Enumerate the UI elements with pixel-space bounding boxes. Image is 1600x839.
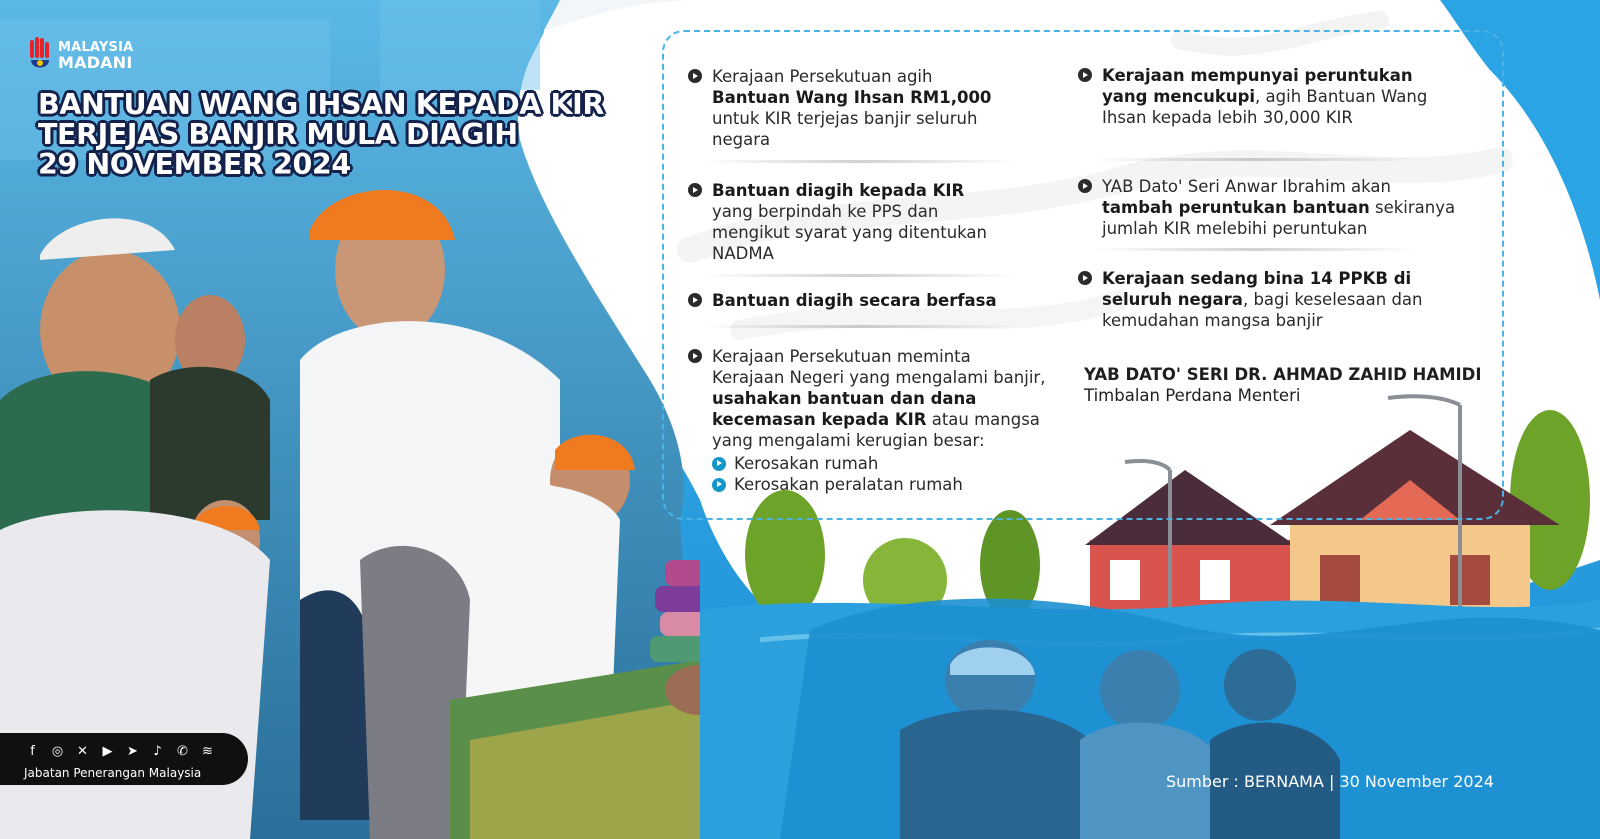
tiktok-icon[interactable]: ♪	[153, 743, 162, 759]
instagram-icon[interactable]: ◎	[51, 743, 64, 759]
bullet-icon	[1078, 271, 1092, 285]
whatsapp-icon[interactable]: ✆	[177, 743, 188, 759]
social-bar	[0, 733, 248, 785]
point-text: YAB Dato' Seri Anwar Ibrahim akan	[1102, 177, 1391, 196]
malaysia-madani-logo	[28, 36, 133, 74]
point-bold: Kerajaan sedang bina 14 PPKB di seluruh negara	[1102, 269, 1412, 309]
point-text: , agih Bantuan Wang Ihsan kepada lebih 30,000 KIR	[1102, 87, 1428, 127]
separator	[700, 325, 1020, 328]
list-item	[712, 474, 1048, 495]
damage-list	[712, 453, 1048, 495]
separator	[700, 274, 1020, 277]
headline-line-2: TERJEJAS BANJIR MULA DIAGIH	[38, 118, 518, 151]
separator	[700, 160, 1020, 163]
list-item-label: Kerosakan peralatan rumah	[734, 475, 963, 494]
point-bold: Bantuan Wang Ihsan RM1,000	[712, 88, 992, 107]
point-bold: Kerajaan mempunyai peruntukan yang mencukupi	[1102, 66, 1413, 106]
signature-name: YAB DATO' SERI DR. AHMAD ZAHID HAMIDI	[1084, 365, 1482, 384]
point-text: Kerajaan Persekutuan agih	[712, 67, 933, 86]
youtube-icon[interactable]: ▶	[102, 743, 113, 759]
organization-name: Jabatan Penerangan Malaysia	[24, 766, 202, 780]
headline-line-3: 29 NOVEMBER 2024	[38, 148, 351, 181]
point-left-2	[688, 180, 1018, 264]
headline	[38, 90, 658, 180]
signature	[1084, 364, 1482, 406]
flood-crowd-photo	[780, 590, 1600, 839]
spotify-icon[interactable]: ≋	[202, 743, 213, 759]
bullet-icon	[688, 69, 702, 83]
facebook-icon[interactable]: f	[30, 743, 35, 759]
headline-line-1: BANTUAN WANG IHSAN KEPADA KIR	[38, 88, 604, 121]
bullet-icon	[712, 457, 726, 471]
list-item-label: Kerosakan rumah	[734, 454, 879, 473]
bullet-icon	[1078, 68, 1092, 82]
point-bold: Bantuan diagih kepada KIR	[712, 181, 965, 200]
point-text: atau mangsa yang mengalami kerugian besar:	[712, 410, 1040, 450]
point-bold: Bantuan diagih secara berfasa	[712, 291, 997, 310]
bullet-icon	[688, 349, 702, 363]
point-left-4	[688, 346, 1048, 495]
point-text: , bagi keselesaan dan kemudahan mangsa banjir	[1102, 290, 1423, 330]
list-item	[712, 453, 1048, 474]
bullet-icon	[688, 183, 702, 197]
signature-title: Timbalan Perdana Menteri	[1084, 386, 1301, 405]
separator	[1090, 158, 1420, 161]
x-icon[interactable]: ✕	[77, 743, 88, 759]
point-left-3	[688, 290, 1028, 311]
source-credit: Sumber : BERNAMA | 30 November 2024	[1166, 772, 1494, 791]
point-text: untuk KIR terjejas banjir seluruh negara	[712, 109, 978, 149]
point-text: yang berpindah ke PPS dan mengikut syarat yang ditentukan NADMA	[712, 202, 987, 263]
point-text: sekiranya jumlah KIR melebihi peruntukan	[1102, 198, 1456, 238]
point-right-3	[1078, 268, 1468, 331]
point-text: Kerajaan Persekutuan meminta Kerajaan Negeri yang mengalami banjir,	[712, 347, 1046, 387]
bullet-icon	[1078, 179, 1092, 193]
point-bold: tambah peruntukan bantuan	[1102, 198, 1370, 217]
point-right-1	[1078, 65, 1458, 128]
separator	[1090, 248, 1420, 251]
logo-line-1: MALAYSIA	[58, 40, 134, 55]
madani-emblem-icon	[28, 36, 52, 74]
point-bold: usahakan bantuan dan dana kecemasan kepada KIR	[712, 389, 977, 429]
bullet-icon	[712, 478, 726, 492]
telegram-icon[interactable]: ➤	[127, 743, 138, 759]
point-right-2	[1078, 176, 1458, 239]
logo-line-2: MADANI	[58, 53, 133, 72]
bullet-icon	[688, 293, 702, 307]
point-left-1	[688, 66, 1018, 150]
